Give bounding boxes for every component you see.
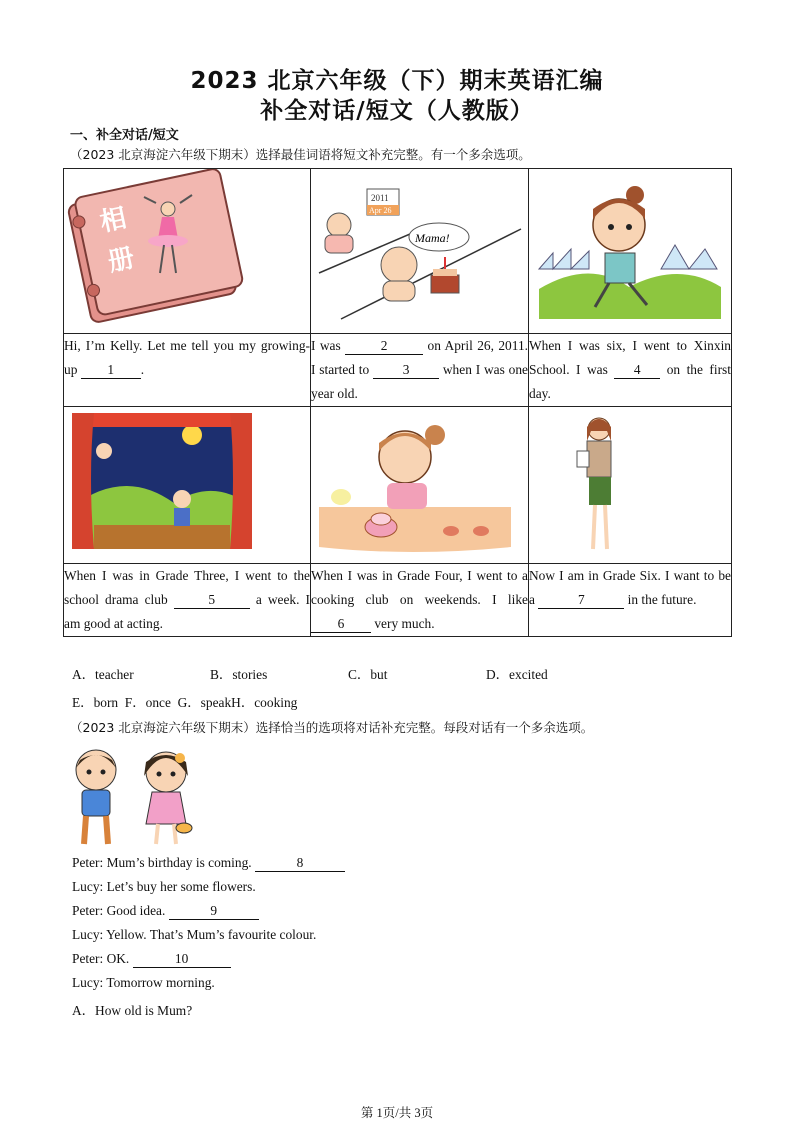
page-footer: 第 1页/共 3页 [360, 1106, 434, 1120]
calendar-date: Apr 26 [369, 206, 392, 215]
cell-7-text-after: in the future. [624, 592, 697, 607]
blank-8[interactable]: 8 [255, 855, 345, 872]
cell-2-text-after: when I was one year old. [311, 362, 528, 401]
dialogue-line-2: Lucy: Let’s buy her some flowers. [72, 879, 256, 894]
blank-1[interactable]: 1 [81, 362, 141, 379]
cell-2-text-before: I was [311, 338, 346, 353]
dialogue-5-text: Peter: OK. [72, 951, 133, 966]
dialogue-option-a[interactable]: A．How old is Mum? [72, 1003, 193, 1018]
photo-album-picture [64, 169, 311, 334]
story-cell-3 [529, 334, 732, 407]
cell-6-text-before: When I was in Grade Four, I went to a cooking club on weekends. I like [311, 568, 528, 607]
question-source-1: （2023 北京海淀六年级下期末）选择最佳词语将短文补充完整。有一个多余选项。 [70, 147, 531, 162]
cell-1-text-before: Hi, I’m Kelly. Let me tell you my growing-up [64, 338, 310, 377]
cooking-girl-picture [311, 407, 529, 564]
option-b[interactable]: B．stories [210, 667, 268, 682]
dialogue-line-1 [72, 855, 345, 872]
teacher-picture [529, 407, 732, 564]
album-char-1: 相 [97, 203, 130, 238]
boy-and-girl-picture [68, 746, 204, 848]
dialogue-3-text: Peter: Good idea. [72, 903, 169, 918]
section-heading: 一、补全对话/短文 [70, 128, 179, 143]
baby-speech-bubble: Mama! [415, 231, 450, 245]
cell-3-text-after: on the first day. [529, 362, 731, 401]
cell-5-text-after: a week. I am good at acting. [64, 592, 310, 631]
option-c[interactable]: C．but [348, 667, 388, 682]
blank-4[interactable]: 4 [614, 362, 660, 379]
cell-5-text-before: When I was in Grade Three, I went to the school drama club [64, 568, 310, 607]
story-cell-7 [529, 564, 732, 637]
story-cell-2 [311, 334, 529, 407]
story-cell-5 [64, 564, 311, 637]
cell-7-text-before: Now I am in Grade Six. I want to be a [529, 568, 731, 607]
album-char-2: 册 [105, 243, 138, 278]
cell-6-text-after: very much. [371, 616, 435, 631]
cell-1-text-after: . [140, 362, 145, 377]
blank-6[interactable]: 6 [311, 616, 371, 633]
story-grid [63, 168, 732, 637]
dialogue-line-6: Lucy: Tomorrow morning. [72, 975, 215, 990]
dialogue-line-5 [72, 951, 231, 968]
options-line-2[interactable]: E．born F．once G．speakH．cooking [72, 695, 298, 710]
blank-5[interactable]: 5 [174, 592, 250, 609]
options-line-1 [72, 664, 632, 684]
stage-picture [64, 407, 311, 564]
girl-running-picture [529, 169, 732, 334]
blank-10[interactable]: 10 [133, 951, 231, 968]
document-title: 2023 北京六年级（下）期末英语汇编 [190, 68, 604, 94]
calendar-year: 2011 [371, 193, 389, 203]
dialogue-line-4: Lucy: Yellow. That’s Mum’s favourite colour. [72, 927, 317, 942]
baby-picture [311, 169, 529, 334]
blank-3[interactable]: 3 [373, 362, 439, 379]
story-cell-6 [311, 564, 529, 637]
option-d[interactable]: D．excited [486, 667, 548, 682]
cell-3-text-before: When I was six, I went to Xinxin School. I was [529, 338, 731, 377]
dialogue-line-3 [72, 903, 259, 920]
blank-9[interactable]: 9 [169, 903, 259, 920]
cell-2-text-middle: on April 26, 2011. I started to [311, 338, 528, 377]
blank-2[interactable]: 2 [345, 338, 423, 355]
story-cell-1 [64, 334, 311, 407]
option-a[interactable]: A．teacher [72, 667, 134, 682]
question-source-2: （2023 北京海淀六年级下期末）选择恰当的选项将对话补充完整。每段对话有一个多余选项。 [70, 720, 594, 735]
blank-7[interactable]: 7 [538, 592, 624, 609]
document-subtitle: 补全对话/短文（人教版） [260, 98, 534, 124]
dialogue-1-text: Peter: Mum’s birthday is coming. [72, 855, 255, 870]
